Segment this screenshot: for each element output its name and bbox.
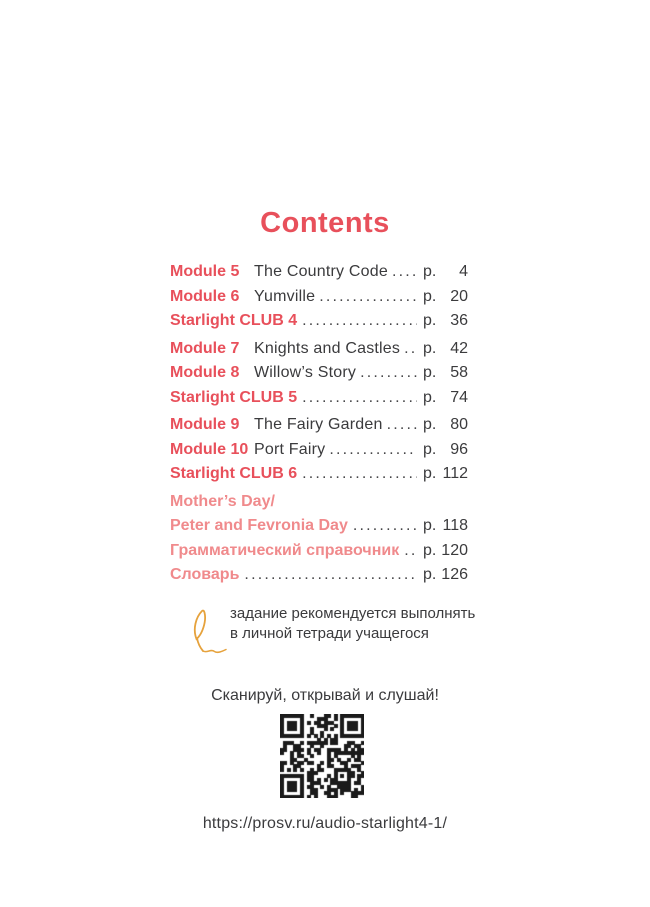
page-number: 118 [442,517,468,534]
page-number: 42 [450,339,468,357]
page-prefix: p. [423,566,437,583]
toc-entry-title: Willow’s Story [254,364,357,381]
page-number: 80 [450,416,468,433]
page-number: 126 [441,566,468,583]
dot-leader-decoration [319,285,417,310]
quill-pen-icon [186,608,228,654]
toc-row [170,309,468,334]
page-prefix: p. [423,388,437,406]
page-number: 120 [441,541,468,559]
toc-row [170,514,468,539]
dot-leader-decoration [404,539,417,564]
toc-row [170,413,468,438]
page-prefix: p. [423,312,437,329]
scan-caption: Сканируй, открывай и слушай! [211,687,439,704]
toc-entry-label: Peter and Fevronia Day [170,517,348,534]
toc-entry-label: Starlight CLUB 6 [170,465,298,482]
toc-entry-label: Module 6 [170,287,240,305]
page-prefix: p. [423,541,437,559]
toc-entry-label: Starlight CLUB 4 [170,312,298,329]
toc-group [170,260,468,334]
toc-row [170,337,468,362]
toc-row [170,490,468,515]
page-prefix: p. [423,517,437,534]
page-prefix: p. [423,263,437,280]
page-number: 4 [459,263,468,280]
toc-entry-label: Mother’s Day/ [170,492,275,510]
toc [170,260,468,591]
dot-leader-decoration [387,413,417,438]
toc-entry-label: Starlight CLUB 5 [170,388,298,406]
audio-url: https://prosv.ru/audio-starlight4-1/ [202,815,448,832]
toc-row [170,386,468,411]
dot-leader-decoration [244,563,417,588]
toc-row [170,563,468,588]
page-number: 20 [450,287,468,305]
toc-group [170,413,468,487]
toc-row [170,285,468,310]
note-line1: задание рекомендуется выполнять [230,605,476,622]
dot-leader-decoration [302,309,417,334]
toc-entry-label: Module 9 [170,416,240,433]
page-number: 36 [450,312,468,329]
page-number: 58 [450,364,468,381]
toc-entry-title: The Fairy Garden [254,416,383,433]
page-prefix: p. [423,364,437,381]
page-prefix: p. [423,416,437,433]
notebook-note [186,604,475,654]
page-number: 96 [450,440,468,458]
qr-code [280,714,364,798]
toc-row [170,438,468,463]
dot-leader-decoration [360,361,417,386]
page-prefix: p. [423,465,437,482]
note-line2: в личной тетради учащегося [230,625,429,642]
note-text [230,604,475,644]
page-number: 74 [450,388,468,406]
toc-entry-label: Module 8 [170,364,240,381]
dot-leader-decoration [392,260,417,285]
page-prefix: p. [423,339,437,357]
toc-entry-title: Yumville [254,287,316,305]
toc-row [170,361,468,386]
dot-leader-decoration [302,462,417,487]
toc-row [170,260,468,285]
page-number: 112 [442,465,468,482]
toc-entry-title: Knights and Castles [254,339,401,357]
dot-leader-decoration [353,514,417,539]
toc-entry-label: Module 5 [170,263,240,280]
toc-group [170,490,468,588]
page-title: Contents [260,207,390,239]
dot-leader-decoration [404,337,417,362]
dot-leader-decoration [302,386,417,411]
dot-leader-decoration [329,438,417,463]
toc-row [170,462,468,487]
page-prefix: p. [423,440,437,458]
toc-entry-title: The Country Code [254,263,388,280]
toc-entry-label: Module 7 [170,339,240,357]
toc-group [170,337,468,411]
toc-entry-title: Port Fairy [254,440,326,458]
toc-entry-label: Словарь [170,566,240,583]
toc-entry-label: Грамматический справочник [170,541,400,559]
toc-row [170,539,468,564]
page-prefix: p. [423,287,437,305]
toc-entry-label: Module 10 [170,440,249,458]
